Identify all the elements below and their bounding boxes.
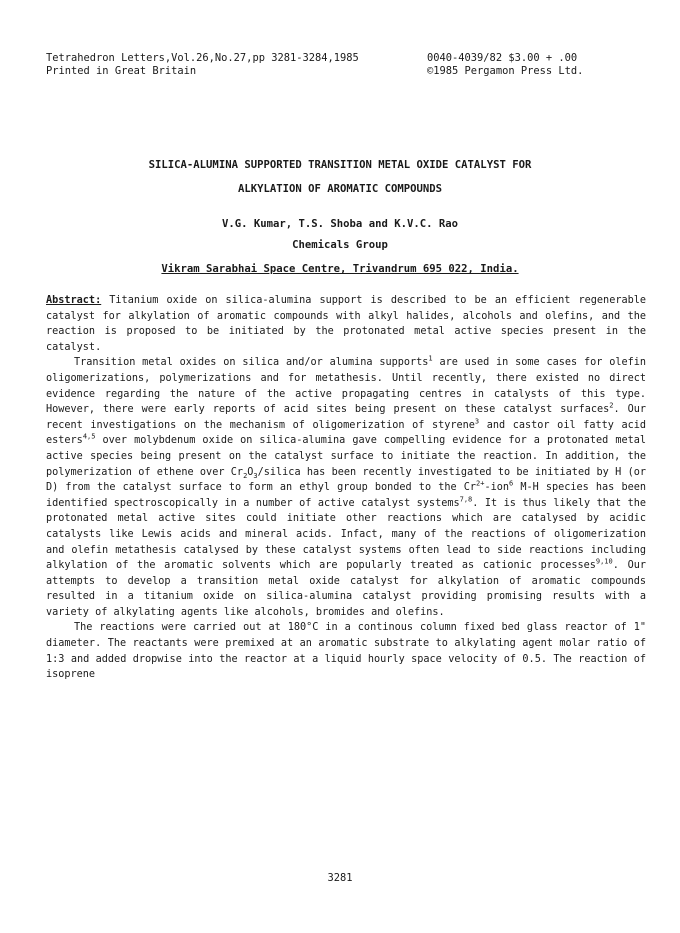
subscript-3: 3 — [253, 471, 258, 480]
ref-6: 6 — [508, 479, 514, 488]
authors: V.G. Kumar, T.S. Shoba and K.V.C. Rao — [222, 218, 458, 230]
paper-title-line2: ALKYLATION OF AROMATIC COMPOUNDS — [237, 183, 443, 195]
journal-citation: Tetrahedron Letters,Vol.26,No.27,pp 3281-3284,1985 — [46, 52, 359, 64]
subscript-2: 2 — [243, 471, 248, 480]
ref-9-10: 9,10 — [595, 557, 613, 566]
ref-7-8: 7,8 — [459, 495, 473, 504]
abstract-label: Abstract: — [46, 295, 102, 306]
paper-body — [46, 293, 646, 683]
ref-2: 2 — [609, 401, 614, 410]
p1-text-c: . Our recent investigations on the mechanism of oligomerization of styrene — [46, 404, 646, 431]
paper-title-line1: SILICA-ALUMINA SUPPORTED TRANSITION METAL OXIDE CATALYST FOR — [148, 159, 532, 171]
p1-text-g: /silica has been recently investigated to be initiated by H (or D) from the catalyst surface to form an ethyl group bonded to the Cr — [46, 466, 646, 494]
copyright: ©1985 Pergamon Press Ltd. — [427, 65, 584, 77]
p1-text-f: O — [247, 466, 254, 478]
p1-text-a: Transition metal oxides on silica and/or alumina supports — [74, 357, 429, 369]
issn-price: 0040-4039/82 $3.00 + .00 — [427, 52, 578, 64]
ref-4-5: 4,5 — [82, 432, 96, 441]
abstract-text: Titanium oxide on silica-alumina support is described to be an efficient regenerable catalyst for alkylation of aromatic compounds with alkyl halides, alcohols and olefins, and the reaction is proposed to be initiated by the protonated metal active species present in the catalyst. — [46, 295, 646, 353]
page-number: 3281 — [327, 872, 353, 884]
abstract — [46, 293, 646, 355]
p1-text-e: over molybdenum oxide on silica-alumina gave compelling evidence for a protonated metal active species being present on the catalyst surface to initiate the reaction. In addition, the polymerization of ethene over Cr — [46, 435, 646, 478]
p1-text-h: -ion — [484, 482, 509, 494]
charge-superscript: 2+ — [476, 479, 485, 488]
group-name: Chemicals Group — [292, 239, 388, 251]
p1-text-i: M-H species has been identified spectroscopically in a number of active catalyst systems — [46, 482, 646, 509]
paragraph-1 — [46, 355, 646, 620]
paragraph-2: The reactions were carried out at 180°C in a continous column fixed bed glass reactor of 1" diameter. The reactants were premixed at an aromatic substrate to alkylating agent molar ratio of 1:3 and added dropwise into the reactor at a liquid hourly space velocity of 0.5. The reaction of isoprene — [46, 622, 646, 681]
p1-text-j: . It is thus likely that the protonated metal active sites could initiate other reactions which are catalysed by acidic catalysts like Lewis acids and mineral acids. Infact, many of the reactions of oligomerization and olefin metathesis catalysed by these catalyst systems often lead to side reactions including alkylation of the aromatic solvents which are popularly treated as cationic processes — [46, 497, 646, 572]
ref-3: 3 — [474, 417, 480, 426]
ref-1: 1 — [428, 354, 433, 363]
printed-in: Printed in Great Britain — [46, 65, 197, 77]
p1-text-b: are used in some cases for olefin oligomerizations, polymerizations and for metathesis. Until recently, there existed no direct evidence regarding the nature of the active propagating centres in catalysts of this type. However, there were early reports of acid sites being present on these catalyst surfaces — [46, 357, 646, 416]
p1-text-d: and castor oil fatty acid esters — [46, 419, 647, 447]
affiliation: Vikram Sarabhai Space Centre, Trivandrum 695 022, India. — [161, 263, 519, 275]
p1-text-k: . Our attempts to develop a transition metal oxide catalyst for alkylation of aromatic compounds resulted in a titanium oxide on silica-alumina catalyst providing promising results with a variety of alkylating agents like alcohols, bromides and olefins. — [46, 560, 646, 618]
